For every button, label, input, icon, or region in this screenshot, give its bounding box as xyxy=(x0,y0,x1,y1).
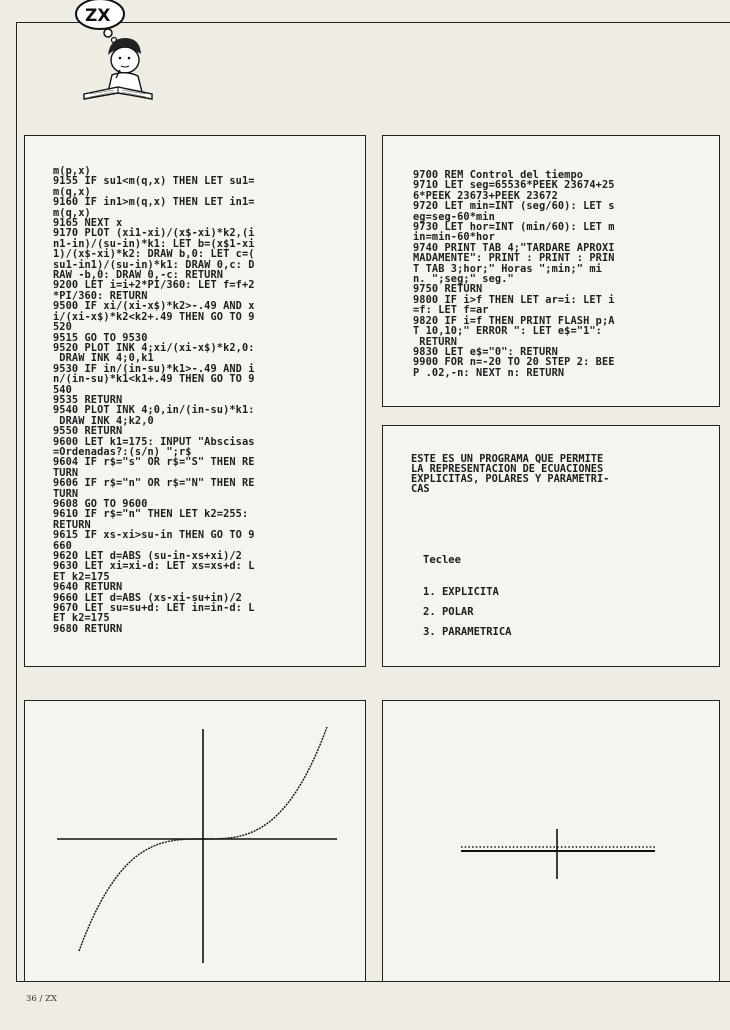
program-listing-left: m(p,x) 9155 IF su1<m(q,x) THEN LET su1= m(q,x) 9160 IF in1>m(q,x) THEN LET in1= m(q,x) 9165 NEXT x 9170 PLOT (xi1-xi)/(x$-xi)*k2,(i n1-in)/(su-in)*k1: LET b=(x$1-xi 1)/(x$-xi)*k2: DRAW b,0: LET c=( su1-in1)/(su-in)*k1: DRAW 0,c: D RAW -b,0: DRAW 0,-c: RETURN 9200 LET i=i+2*PI/360: LET f=f+2 *PI/360: RETURN 9500 IF xi/(xi-x$)*k2>-.49 AND x i/(xi-x$)*k2<k2+.49 THEN GO TO 9 520 9515 GO TO 9530 9520 PLOT INK 4;xi/(xi-x$)*k2,0: DRAW INK 4;0,k1 9530 IF in/(in-su)*k1>-.49 AND i n/(in-su)*k1<k1+.49 THEN GO TO 9 540 9535 RETURN 9540 PLOT INK 4;0,in/(in-su)*k1: DRAW INK 4;k2,0 9550 RETURN 9600 LET k1=175: INPUT "Abscisas =Ordenadas?:(s/n) ";r$ 9604 IF r$="s" OR r$="S" THEN RE TURN 9606 IF r$="n" OR r$="N" THEN RE TURN 9608 GO TO 9600 9610 IF r$="n" THEN LET k2=255: RETURN 9615 IF xs-xi>su-in THEN GO TO 9 660 9620 LET d=ABS (su-in-xs+xi)/2 9630 LET xi=xi-d: LET xs=xs+d: L ET k2=175 9640 RETURN 9660 LET d=ABS (xs-xi-su+in)/2 9670 LET su=su+d: LET in=in-d: L ET k2=175 9680 RETURN xyxy=(53,165,255,635)
flat-plot xyxy=(383,701,719,981)
page-number: 36 / ZX xyxy=(26,994,58,1004)
mascot-illustration xyxy=(70,0,160,105)
menu-screen-panel xyxy=(382,425,720,667)
cubic-plot xyxy=(25,701,365,981)
menu-intro-text: ESTE ES UN PROGRAMA QUE PERMITE LA REPRESENTACION DE ECUACIONES EXPLICITAS, POLARES Y PARAMETRI- CAS xyxy=(411,453,610,495)
listing-panel-left xyxy=(24,135,366,667)
menu-options xyxy=(423,586,512,646)
zx-badge: ZX xyxy=(85,6,111,26)
graph-panel-cubic xyxy=(24,700,366,982)
menu-prompt: Teclee xyxy=(423,554,461,566)
menu-option-parametrica[interactable]: 3. PARAMETRICA xyxy=(423,626,512,638)
menu-option-polar[interactable]: 2. POLAR xyxy=(423,606,474,618)
menu-option-explicita[interactable]: 1. EXPLICITA xyxy=(423,586,499,598)
program-listing-right: 9700 REM Control del tiempo 9710 LET seg=65536*PEEK 23674+25 6*PEEK 23673+PEEK 23672 9720 LET min=INT (seg/60): LET s eg=seg-60*min 9730 LET hor=INT (min/60): LET m in=min-60*hor 9740 PRINT TAB 4;"TARDARE APROXI MADAMENTE": PRINT : PRINT : PRIN T TAB 3;hor;" Horas ";min;" mi n. ";seg;" seg." 9750 RETURN 9800 IF i>f THEN LET ar=i: LET i =f: LET f=ar 9820 IF i=f THEN PRINT FLASH p;A T 10,10;" ERROR ": LET e$="1": RETURN 9830 LET e$="0": RETURN 9900 FOR n=-20 TO 20 STEP 2: BEE P .02,-n: NEXT n: RETURN xyxy=(413,169,615,379)
listing-panel-right xyxy=(382,135,720,407)
graph-panel-flat xyxy=(382,700,720,982)
